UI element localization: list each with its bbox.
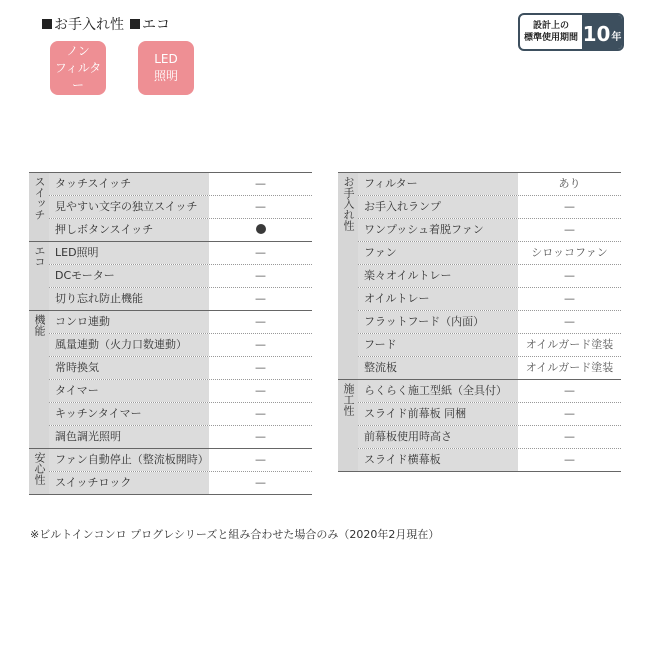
- feature-label: スイッチロック: [49, 472, 209, 494]
- table-row: [358, 333, 621, 356]
- badge-line: ノン: [66, 43, 90, 58]
- table-row: [49, 449, 312, 471]
- feature-label: 前幕板使用時高さ: [358, 426, 518, 448]
- category-text: 機能: [33, 314, 46, 336]
- left-spec-table: [29, 172, 312, 495]
- feature-value: —: [255, 177, 266, 190]
- spec-group: [338, 173, 621, 379]
- feature-label: スライド前幕板 同梱: [358, 403, 518, 425]
- legend-label-care: お手入れ性: [54, 17, 124, 33]
- feature-value: —: [255, 407, 266, 420]
- feature-label: コンロ連動: [49, 311, 209, 333]
- feature-label: ワンプッシュ着脱ファン: [358, 219, 518, 241]
- feature-value: —: [564, 384, 575, 397]
- table-row: [358, 356, 621, 379]
- feature-label: らくらく施工型紙（全具付）: [358, 380, 518, 402]
- feature-label: 風量連動（火力口数連動）: [49, 334, 209, 356]
- feature-label: タイマー: [49, 380, 209, 402]
- spec-group: [29, 241, 312, 310]
- feature-label: 調色調光照明: [49, 426, 209, 448]
- table-row: [358, 287, 621, 310]
- feature-label: フード: [358, 334, 518, 356]
- feature-value: シロッコファン: [531, 246, 608, 259]
- feature-label: キッチンタイマー: [49, 403, 209, 425]
- feature-value: —: [255, 453, 266, 466]
- legend-square-icon: [130, 19, 140, 29]
- feature-value: —: [255, 430, 266, 443]
- table-row: [49, 195, 312, 218]
- table-row: [358, 195, 621, 218]
- table-row: [358, 241, 621, 264]
- table-row: [49, 402, 312, 425]
- feature-value: —: [564, 430, 575, 443]
- table-row: [358, 448, 621, 471]
- feature-value: —: [255, 292, 266, 305]
- feature-value: —: [255, 315, 266, 328]
- feature-label: 押しボタンスイッチ: [49, 219, 209, 241]
- category-text: 施工性: [342, 383, 355, 416]
- feature-value: —: [255, 476, 266, 489]
- category-text: エコ: [33, 245, 46, 267]
- badge-line: フィルター: [54, 60, 102, 92]
- year-badge-line1: 設計上の: [532, 21, 569, 31]
- right-spec-table: [338, 172, 621, 472]
- non-filter-badge: [50, 41, 106, 95]
- category-label: [338, 380, 358, 471]
- standard-use-period-badge: [518, 13, 624, 51]
- year-badge-unit: 年: [611, 32, 622, 43]
- spec-group: [29, 173, 312, 241]
- legend-square-icon: [42, 19, 52, 29]
- table-row: [49, 173, 312, 195]
- badge-line: LED: [154, 52, 178, 66]
- legend: [42, 14, 170, 34]
- feature-value: —: [564, 269, 575, 282]
- feature-label: スライド横幕板: [358, 449, 518, 471]
- feature-value: オイルガード塗装: [525, 338, 614, 351]
- feature-label: お手入れランプ: [358, 196, 518, 218]
- table-row: [358, 310, 621, 333]
- year-badge-line2: 標準使用期間: [523, 33, 578, 43]
- feature-value: オイルガード塗装: [525, 361, 614, 374]
- feature-value: —: [255, 269, 266, 282]
- category-text: スイッチ: [33, 176, 46, 220]
- feature-label: 楽々オイルトレー: [358, 265, 518, 287]
- table-row: [358, 380, 621, 402]
- feature-label: 常時換気: [49, 357, 209, 379]
- feature-value: —: [255, 338, 266, 351]
- table-row: [49, 287, 312, 310]
- feature-value: —: [255, 200, 266, 213]
- table-row: [49, 425, 312, 448]
- category-text: 安心性: [33, 452, 46, 485]
- feature-value: —: [255, 361, 266, 374]
- table-row: [358, 264, 621, 287]
- led-light-badge: [138, 41, 194, 95]
- spec-group: [29, 310, 312, 448]
- category-label: [29, 311, 49, 448]
- footnote: ※ビルトインコンロ プログレシリーズと組み合わせた場合のみ（2020年2月現在）: [30, 528, 440, 541]
- table-row: [49, 218, 312, 241]
- feature-value: —: [564, 292, 575, 305]
- badge-line: 照明: [153, 69, 178, 83]
- table-row: [358, 402, 621, 425]
- feature-value: —: [564, 407, 575, 420]
- category-label: [29, 242, 49, 310]
- spec-group: [29, 448, 312, 494]
- available-dot-icon: [209, 219, 312, 241]
- feature-value: —: [564, 315, 575, 328]
- feature-label: タッチスイッチ: [49, 173, 209, 195]
- feature-label: DCモーター: [49, 265, 209, 287]
- feature-value: —: [255, 384, 266, 397]
- feature-label: オイルトレー: [358, 288, 518, 310]
- feature-value: —: [564, 223, 575, 236]
- year-badge-number: 10: [582, 22, 611, 46]
- feature-label: 切り忘れ防止機能: [49, 288, 209, 310]
- feature-label: 整流板: [358, 357, 518, 379]
- feature-label: ファン自動停止（整流板開時）: [49, 449, 209, 471]
- feature-label: フラットフード（内面）: [358, 311, 518, 333]
- feature-label: ファン: [358, 242, 518, 264]
- table-row: [49, 311, 312, 333]
- feature-value: —: [564, 453, 575, 466]
- category-label: [29, 173, 49, 241]
- feature-value: あり: [558, 177, 581, 190]
- table-row: [49, 242, 312, 264]
- category-text: お手入れ性: [342, 176, 355, 231]
- table-row: [358, 425, 621, 448]
- table-row: [358, 173, 621, 195]
- feature-label: 見やすい文字の独立スイッチ: [49, 196, 209, 218]
- table-row: [49, 264, 312, 287]
- legend-label-eco: エコ: [142, 17, 170, 33]
- feature-label: フィルター: [358, 173, 518, 195]
- feature-value: —: [564, 200, 575, 213]
- spec-group: [338, 379, 621, 471]
- table-row: [49, 333, 312, 356]
- category-label: [338, 173, 358, 379]
- table-row: [49, 471, 312, 494]
- feature-label: LED照明: [49, 242, 209, 264]
- table-row: [49, 356, 312, 379]
- feature-value: —: [255, 246, 266, 259]
- table-row: [358, 218, 621, 241]
- table-row: [49, 379, 312, 402]
- category-label: [29, 449, 49, 494]
